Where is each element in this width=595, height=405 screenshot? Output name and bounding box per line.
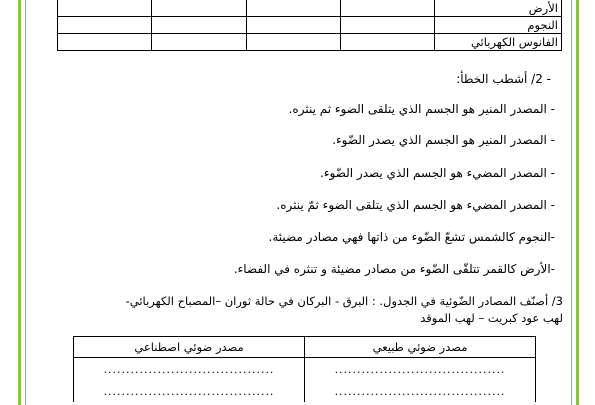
exercise3-instruction: 3/ أصنّف المصادر الضّوئية في الجدول. : البرق - البركان في حالة ثوران –المصباح الكهربائي- bbox=[125, 294, 563, 308]
table-row bbox=[74, 380, 536, 402]
table-row bbox=[58, 0, 562, 17]
statement: - المصدر المنير هو الجسم الذي يصدر الضّوء. bbox=[332, 133, 555, 147]
statement: -النجوم كالشمس تشعّ الضّوء من ذاتها فهي مصادر مضيئة. bbox=[268, 230, 555, 244]
table-cell bbox=[246, 0, 340, 17]
statement: - المصدر المضيء هو الجسم الذي يصدر الضّوء. bbox=[320, 166, 555, 180]
answer-dots: ...................................... bbox=[74, 380, 305, 402]
classification-table bbox=[73, 336, 536, 402]
row-label: النجوم bbox=[435, 17, 562, 34]
row-label: الأرض bbox=[435, 0, 562, 17]
table-row bbox=[74, 358, 536, 381]
answer-dots: ...................................... bbox=[74, 358, 305, 381]
light-sources-table bbox=[57, 0, 562, 51]
statement: -الأرض كالقمر تتلقّى الضّوء من مصادر مضيئة و تنثره في الفضاء. bbox=[233, 262, 555, 276]
statement: - المصدر المضيء هو الجسم الذي يتلقى الضوء ثمّ ينثره. bbox=[276, 198, 555, 212]
row-label: الفانوس الكهربائي bbox=[435, 34, 562, 51]
col-artificial-header: مصدر ضوئي اصطناعي bbox=[74, 337, 305, 358]
table-cell bbox=[340, 17, 434, 34]
table-header-row bbox=[74, 337, 536, 358]
answer-dots: ...................................... bbox=[305, 380, 536, 402]
statement: - المصدر المنير هو الجسم الذي يتلقى الضوء ثم ينثره. bbox=[288, 102, 555, 116]
table-cell bbox=[152, 17, 246, 34]
table-row bbox=[58, 17, 562, 34]
answer-dots: ...................................... bbox=[305, 358, 536, 381]
table-cell bbox=[58, 17, 152, 34]
table-cell bbox=[58, 34, 152, 51]
table-cell bbox=[246, 17, 340, 34]
table-cell bbox=[246, 34, 340, 51]
exercise2-heading: - 2/ أشطب الخطأ: bbox=[456, 72, 551, 86]
table-row bbox=[58, 34, 562, 51]
table-cell bbox=[152, 34, 246, 51]
table-cell bbox=[152, 0, 246, 17]
col-natural-header: مصدر ضوئي طبيعي bbox=[305, 337, 536, 358]
table-cell bbox=[340, 0, 434, 17]
exercise3-instruction-cont: لهب عود كبريت – لهب الموقد bbox=[420, 311, 563, 325]
table-cell bbox=[340, 34, 434, 51]
table-cell bbox=[58, 0, 152, 17]
